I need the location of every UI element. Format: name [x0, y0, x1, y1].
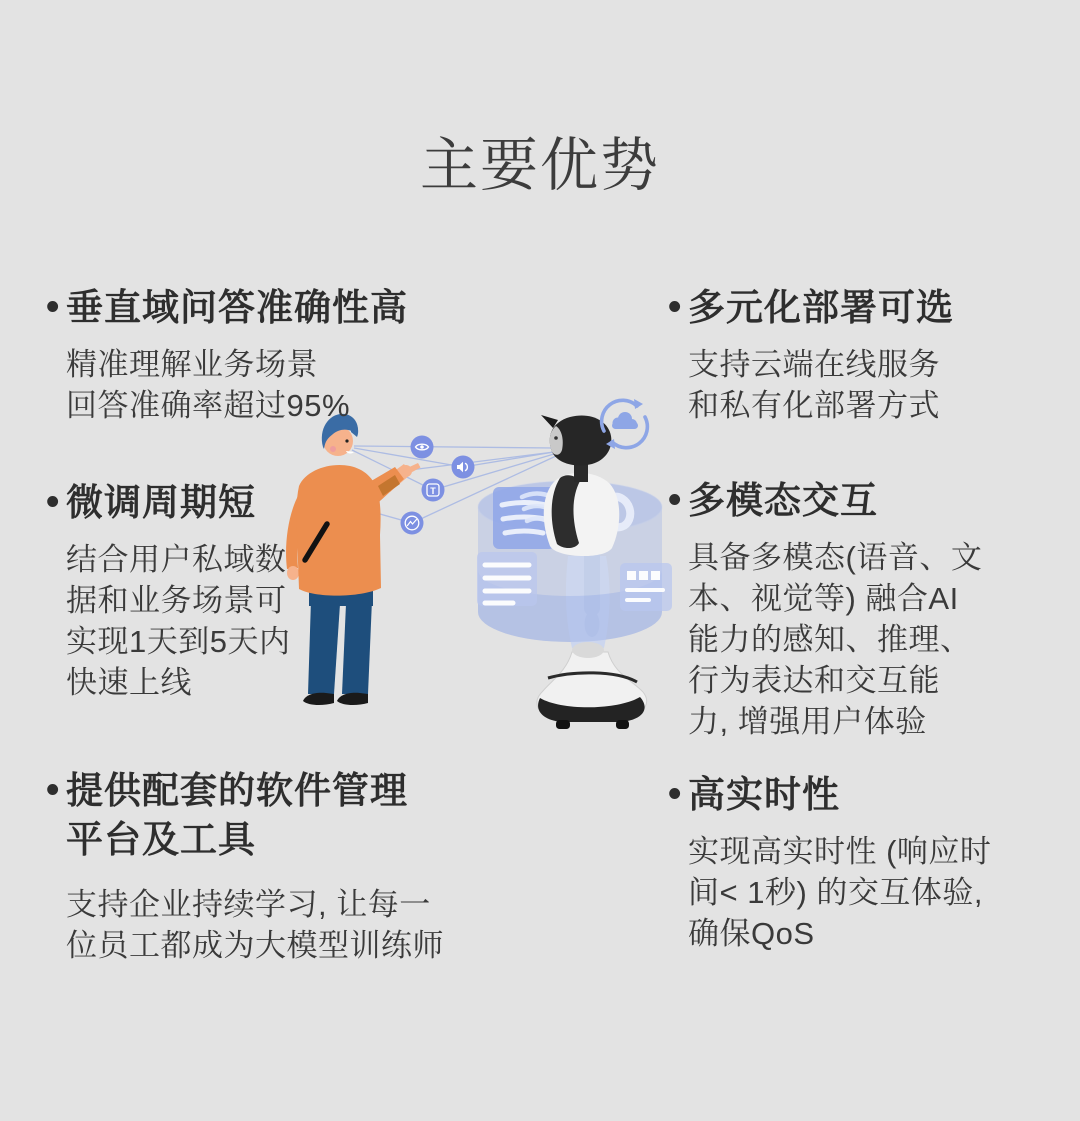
- bullet-dot: •: [668, 773, 682, 815]
- advantage-accuracy: [46, 283, 408, 426]
- page-title: 主要优势: [419, 133, 660, 198]
- advantage-heading: 高实时性: [688, 774, 840, 815]
- advantage-body: 支持企业持续学习, 让每一 位员工都成为大模型训练师: [66, 887, 444, 963]
- advantage-software-platform: [46, 766, 444, 966]
- advantage-body: 支持云端在线服务 和私有化部署方式: [688, 347, 940, 423]
- advantage-realtime: [668, 770, 991, 954]
- advantage-body: 实现高实时性 (响应时 间< 1秒) 的交互体验, 确保QoS: [688, 834, 992, 951]
- advantage-body: 结合用户私域数 据和业务场景可 实现1天到5天内 快速上线: [66, 542, 291, 700]
- text-icon-glyph: T: [430, 486, 436, 496]
- advantage-finetune: [46, 478, 290, 703]
- advantage-heading: 提供配套的软件管理 平台及工具: [66, 770, 408, 860]
- advantage-body: 精准理解业务场景 回答准确率超过95%: [66, 347, 351, 423]
- bullet-dot: •: [46, 286, 60, 328]
- holo-lower-left-panel: [477, 552, 537, 606]
- advantage-heading: 多模态交互: [688, 480, 878, 521]
- bullet-dot: •: [668, 286, 682, 328]
- bullet-dot: •: [46, 481, 60, 523]
- advantage-multimodal: [668, 476, 982, 742]
- chart-icon: [401, 512, 424, 535]
- advantage-deployment: [668, 283, 954, 426]
- person-illustration: [286, 414, 420, 705]
- bullet-dot: •: [668, 479, 682, 521]
- text-icon: [422, 479, 445, 502]
- holo-lower-right-panel: [620, 563, 672, 611]
- advantage-heading: 垂直域问答准确性高: [66, 287, 408, 328]
- eye-icon: [411, 436, 434, 459]
- speaker-icon: [452, 456, 475, 479]
- advantage-heading: 多元化部署可选: [688, 287, 954, 328]
- advantage-heading: 微调周期短: [66, 482, 256, 523]
- advantage-body: 具备多模态(语音、文 本、视觉等) 融合AI 能力的感知、推理、 行为表达和交互能 力, 增强用户体验: [688, 540, 983, 739]
- bullet-dot: •: [46, 769, 60, 811]
